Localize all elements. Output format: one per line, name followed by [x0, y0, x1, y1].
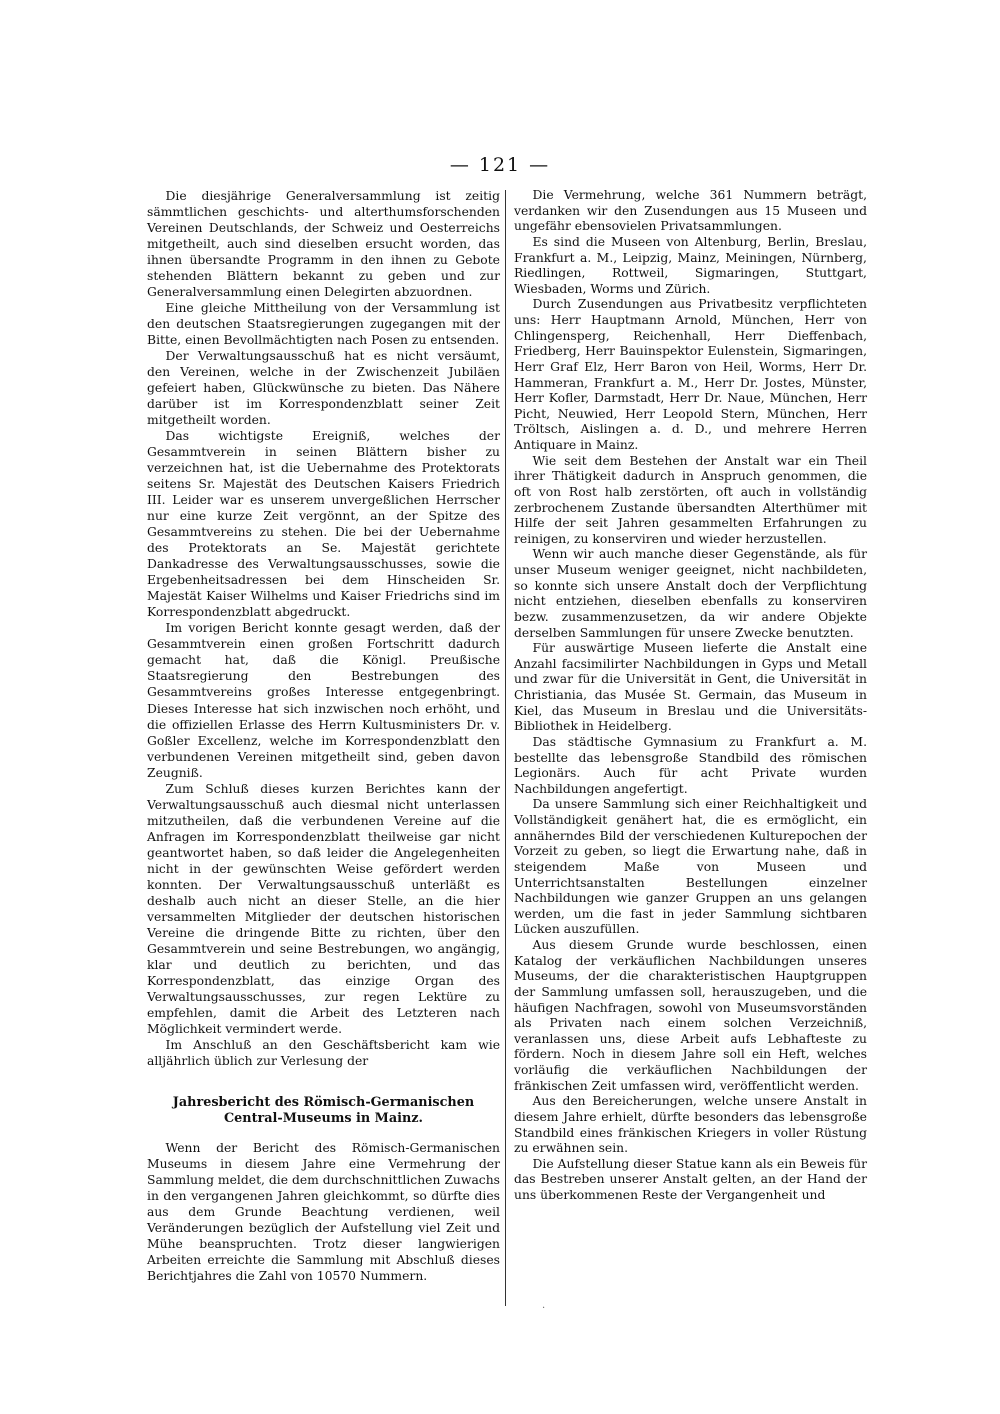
column-divider [505, 190, 506, 1306]
paragraph: Aus den Bereicherungen, welche unsere Anstalt in diesem Jahre erhielt, dürfte besonders das lebensgroße Standbild eines fränkischen Kriegers in voller Rüstung zu erwähnen sein. [514, 1094, 867, 1156]
paragraph: Wenn wir auch manche dieser Gegenstände, als für unser Museum weniger geeignet, nicht nachbildeten, so konnte sich unsere Anstalt doch der Verpflichtung nicht entziehen, dieselben ebenfalls zu konserviren bezw. zusammenzusetzen, da wir andere Objekte derselben Sammlungen für unsere Zwecke benutzten. [514, 547, 867, 640]
paragraph: Es sind die Museen von Altenburg, Berlin, Breslau, Frankfurt a. M., Leipzig, Mainz, Meiningen, Nürnberg, Riedlingen, Rottweil, Sigmaringen, Stuttgart, Wiesbaden, Worms und Zürich. [514, 234, 867, 296]
paragraph: Wenn der Bericht des Römisch-Germanischen Museums in diesem Jahre eine Vermehrung der Sammlung meldet, die dem durchschnittlichen Zuwachs in den vergangenen Jahren gleichkommt, so dürfte dies aus dem Grunde Beachtung verdienen, weil Veränderungen bezüglich der Aufstellung viel Zeit und Mühe beanspruchten. Trotz dieser langwierigen Arbeiten erreichte die Sammlung mit Abschluß dieses Berichtjahres die Zahl von 10570 Nummern. [147, 1140, 501, 1283]
paragraph: Der Verwaltungsausschuß hat es nicht versäumt, den Vereinen, welche in der Zwischenzeit Jubiläen gefeiert haben, Glückwünsche zu bieten. Das Nähere darüber ist im Korrespondenzblatt seiner Zeit mitgetheilt worden. [147, 349, 500, 428]
paragraph: Das wichtigste Ereigniß, welches der Gesammtverein in seinen Blättern bisher zu verzeichnen hat, ist die Uebernahme des Protektorats seitens Sr. Majestät des Deutschen Kaisers Friedrich III. Leider war es unserem unvergeßlichen Herrscher nur eine kurze Zeit vergönnt, an der Spitze des Gesammtvereins zu stehen. Die bei der Uebernahme des Protektorats an Se. Majestät gerichtete Dankadresse des Verwaltungsausschusses, sowie die Ergebenheitsadressen bei dem Hinscheiden Sr. Majestät Kaiser Wilhelms und Kaiser Friedrichs sind im Korrespondenzblatt abgedruckt. [147, 429, 500, 620]
paragraph: Für auswärtige Museen lieferte die Anstalt eine Anzahl facsimilirter Nachbildungen in Gyps und Metall und zwar für die Universität in Gent, die Universität in Christiania, das Musée St. Germain, das Museum in Kiel, das Museum in Breslau und die Universitäts-Bibliothek in Heidelberg. [514, 641, 867, 734]
page-number: — 121 — [449, 154, 551, 176]
right-column [514, 188, 867, 1204]
paragraph: Durch Zusendungen aus Privatbesitz verpflichteten uns: Herr Hauptmann Arnold, München, Herr von Chlingensperg, Reichenhall, Herr Dieffenbach, Friedberg, Herr Bauinspektor Eulenstein, Sigmaringen, Herr Graf Elz, Herr Baron von Heil, Worms, Herr Dr. Hammeran, Frankfurt a. M., Herr Dr. Jostes, Münster, Herr Kofler, Darmstadt, Herr Dr. Naue, München, Herr Picht, Neuwied, Herr Leopold Stern, München, Herr Tröltsch, Aislingen a. d. D., und mehrere Herren Antiquare in Mainz. [514, 297, 867, 452]
paragraph: Da unsere Sammlung sich einer Reichhaltigkeit und Vollständigkeit genähert hat, die es ermöglicht, ein annäherndes Bild der verschiedenen Kulturepochen der Vorzeit zu geben, so liegt die Erwartung nahe, daß in steigendem Maße von Museen und Unterrichtsanstalten Bestellungen einzelner Nachbildungen wie ganzer Gruppen an uns gelangen werden, um die fast in jeder Sammlung sichtbaren Lücken auszufüllen. [514, 797, 867, 937]
paragraph: Die Aufstellung dieser Statue kann als ein Beweis für das Bestreben unserer Anstalt gelten, an der Hand der uns überkommenen Reste der Vergangenheit und [514, 1156, 868, 1202]
paragraph: Im vorigen Bericht konnte gesagt werden, daß der Gesammtverein einen großen Fortschritt dadurch gemacht hat, daß die Königl. Preußische Staatsregierung den Bestrebungen des Gesammtvereins großes Interesse entgegenbringt. Dieses Interesse hat sich inzwischen noch erhöht, und die offiziellen Erlasse des Herrn Kultusministers Dr. v. Goßler Excellenz, welche im Korrespondenzblatt den verbundenen Vereinen mitgetheilt sind, geben davon Zeugniß. [147, 621, 500, 780]
paragraph: Aus diesem Grunde wurde beschlossen, einen Katalog der verkäuflichen Nachbildungen unseres Museums, der die charakteristischen Hauptgruppen der Sammlung umfassen soll, herauszugeben, und die häufigen Nachfragen, sowohl von Museumsvorständen als Privaten nach einem solchen Verzeichniß, veranlassen uns, diese Arbeit aufs Lebhafteste zu fördern. Noch in diesem Jahre soll ein Heft, welches vorläufig die verkäuflichen Nachbildungen der fränkischen Zeit umfassen wird, veröffentlicht werden. [514, 938, 867, 1093]
section-heading: Jahresbericht des Römisch-Germanischen Central-Museums in Mainz. [172, 1094, 475, 1126]
footer-mark: . [542, 1300, 546, 1311]
paragraph: Die diesjährige Generalversammlung ist zeitig sämmtlichen geschichts- und alterthumsforschenden Vereinen Deutschlands, der Schweiz und Oesterreichs mitgetheilt, auch sind dieselben ersucht worden, das ihnen übersandte Programm in den ihnen zu Gebote stehenden Blättern bekannt zu geben und zur Generalversammlung einen Delegirten abzuordnen. [147, 189, 500, 300]
paragraph: Das städtische Gymnasium zu Frankfurt a. M. bestellte das lebensgroße Standbild des römischen Legionärs. Auch für acht Private wurden Nachbildungen angefertigt. [514, 734, 867, 796]
paragraph: Zum Schluß dieses kurzen Berichtes kann der Verwaltungsausschuß auch diesmal nicht unterlassen mitzutheilen, daß die verbundenen Vereine auf die Anfragen im Korrespondenzblatt theilweise gar nicht geantwortet haben, so daß leider die Angelegenheiten nicht in der gewünschten Weise gefördert werden konnten. Der Verwaltungsausschuß unterläßt es deshalb auch nicht an dieser Stelle, an die hier versammelten Mitglieder der deutschen historischen Vereine die dringende Bitte zu richten, über den Gesammtverein und seine Bestrebungen, wo angängig, klar und deutlich zu berichten, und das Korrespondenzblatt, das einzige Organ des Verwaltungsausschusses, zur regen Lektüre zu empfehlen, damit die Arbeit des Letzteren nach Möglichkeit vermindert werde. [147, 781, 500, 1036]
paragraph: Im Anschluß an den Geschäftsbericht kam wie alljährlich üblich zur Verlesung der [147, 1037, 500, 1068]
paragraph: Die Vermehrung, welche 361 Nummern beträgt, verdanken wir den Zusendungen aus 15 Museen und ungefähr ebensovielen Privatsammlungen. [514, 188, 867, 234]
left-column [147, 188, 500, 1284]
paragraph: Eine gleiche Mittheilung von der Versammlung ist den deutschen Staatsregierungen zugegangen mit der Bitte, einen Bevollmächtigten nach Posen zu entsenden. [147, 301, 500, 348]
paragraph: Wie seit dem Bestehen der Anstalt war ein Theil ihrer Thätigkeit dadurch in Anspruch genommen, die oft von Rost halb zerstörten, oft auch in vollständig zerbrochenem Zustande übersandten Alterthümer mit Hilfe der seit Jahren gesammelten Erfahrungen zu reinigen, zu konserviren und wieder herzustellen. [514, 453, 867, 546]
